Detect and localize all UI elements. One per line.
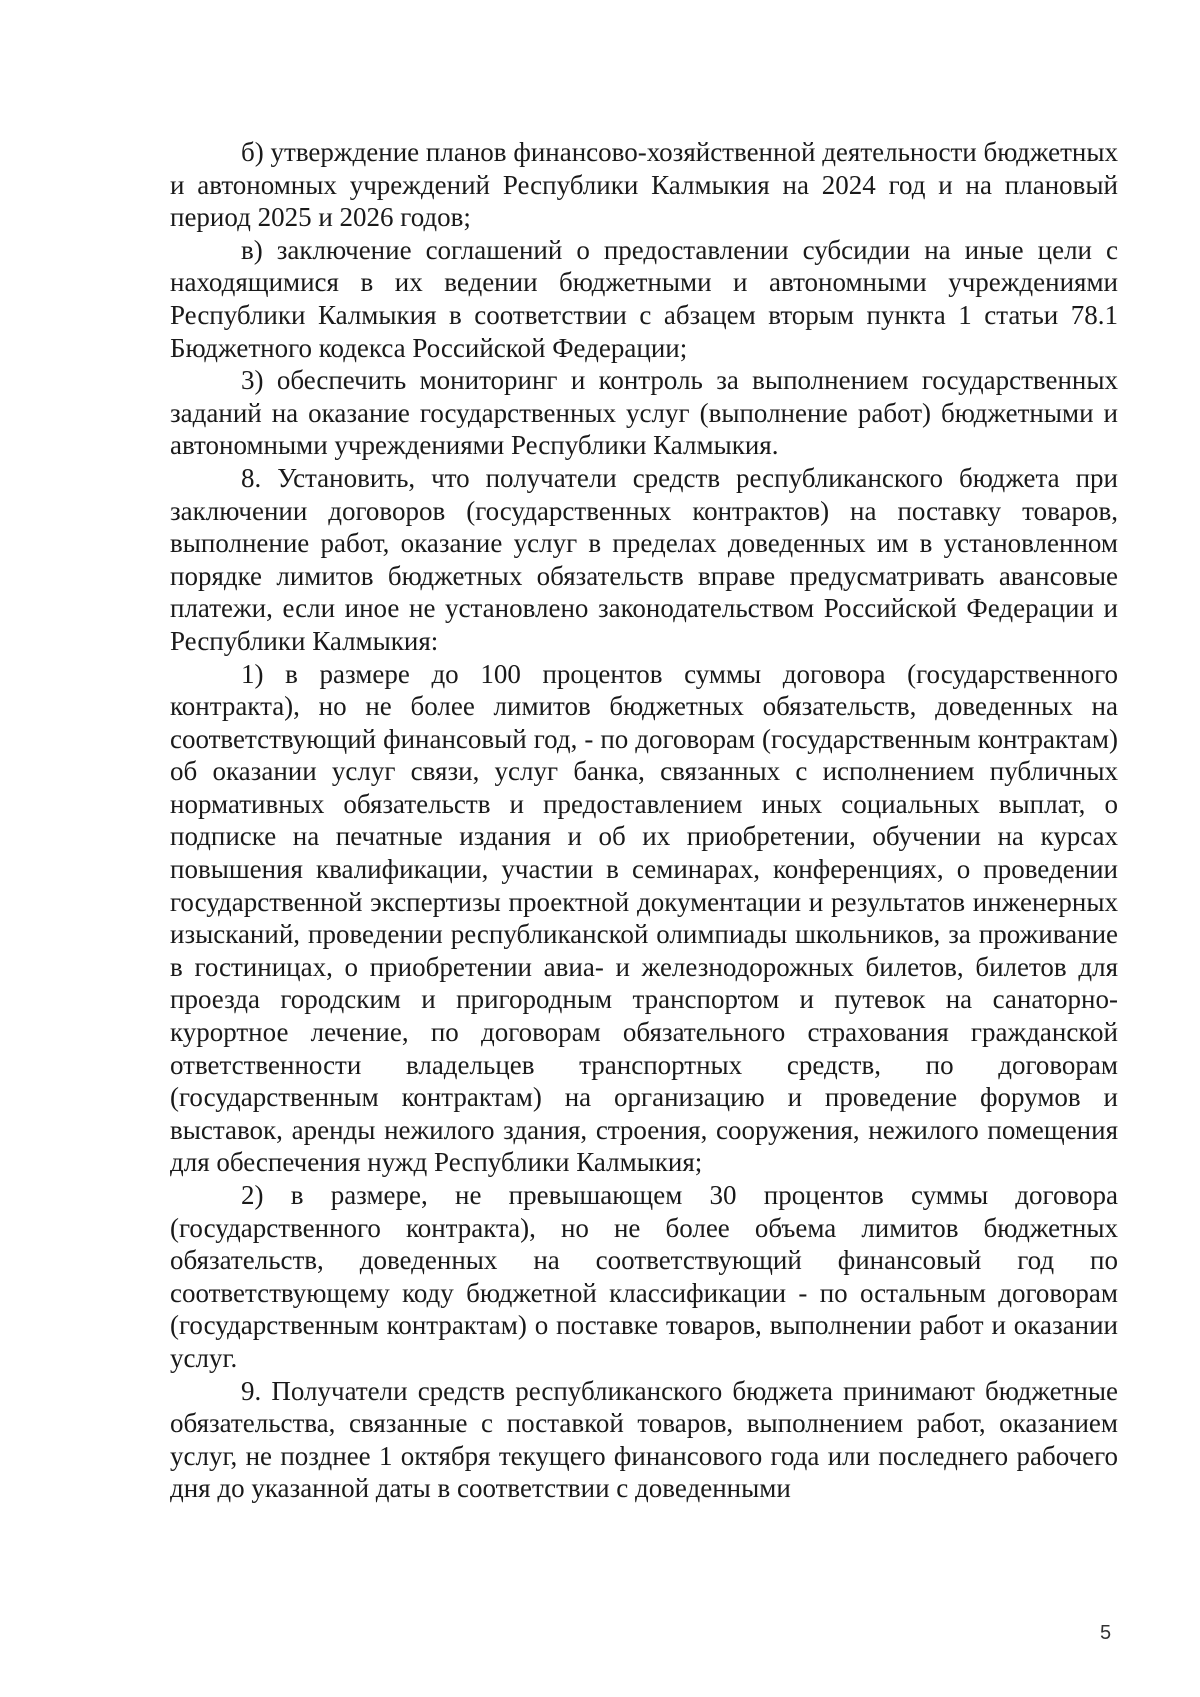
paragraph-v-agreements: в) заключение соглашений о предоставлении субсидии на иные цели с находящимися в их ведении бюджетными и автономными учреждениями Республики Калмыкия в соответствии с абзацем вторым пункта 1 статьи 78.1 Бюджетного кодекса Российской Федерации; [170,234,1118,363]
paragraph-8-1-full-advance: 1) в размере до 100 процентов суммы договора (государственного контракта), но не более лимитов бюджетных обязательств, доведенных на соответствующий финансовый год, - по договорам (государственным контрактам) об оказании услуг связи, услуг банка, связанных с исполнением публичных нормативных обязательств и предоставлением иных социальных выплат, о подписке на печатные издания и об их приобретении, обучении на курсах повышения квалификации, участии в семинарах, конференциях, о проведении государственной экспертизы проектной документации и результатов инженерных изысканий, проведении республиканской олимпиады школьников, за проживание в гостиницах, о приобретении авиа- и железнодорожных билетов, билетов для проезда городским и пригородным транспортом и путевок на санаторно-курортное лечение, по договорам обязательного страхования гражданской ответственности владельцев транспортных средств, по договорам (государственным контрактам) на организацию и проведение форумов и выставок, аренды нежилого здания, строения, сооружения, нежилого помещения для обеспечения нужд Республики Калмыкия; [170,658,1118,1178]
paragraph-8-2-partial-advance: 2) в размере, не превышающем 30 процентов суммы договора (государственного контракта), но не более объема лимитов бюджетных обязательств, доведенных на соответствующий финансовый год по соответствующему коду бюджетной классификации - по остальным договорам (государственным контрактам) о поставке товаров, выполнении работ и оказании услуг. [170,1180,1118,1373]
paragraph-3-monitoring: 3) обеспечить мониторинг и контроль за выполнением государственных заданий на оказание государственных услуг (выполнение работ) бюджетными и автономными учреждениями Республики Калмыкия. [170,365,1118,461]
page-number: 5 [1100,1622,1112,1644]
paragraph-9-obligations: 9. Получатели средств республиканского бюджета принимают бюджетные обязательства, связанные с поставкой товаров, выполнением работ, оказанием услуг, не позднее 1 октября текущего финансового года или последнего рабочего дня до указанной даты в соответствии с доведенными [170,1375,1118,1504]
document-body [170,136,1118,1505]
paragraph-b-plans: б) утверждение планов финансово-хозяйственной деятельности бюджетных и автономных учреждений Республики Калмыкия на 2024 год и на плановый период 2025 и 2026 годов; [170,137,1118,233]
paragraph-8-advance-payments: 8. Установить, что получатели средств республиканского бюджета при заключении договоров (государственных контрактов) на поставку товаров, выполнение работ, оказание услуг в пределах доведенных им в установленном порядке лимитов бюджетных обязательств вправе предусматривать авансовые платежи, если иное не установлено законодательством Российской Федерации и Республики Калмыкия: [170,462,1118,656]
